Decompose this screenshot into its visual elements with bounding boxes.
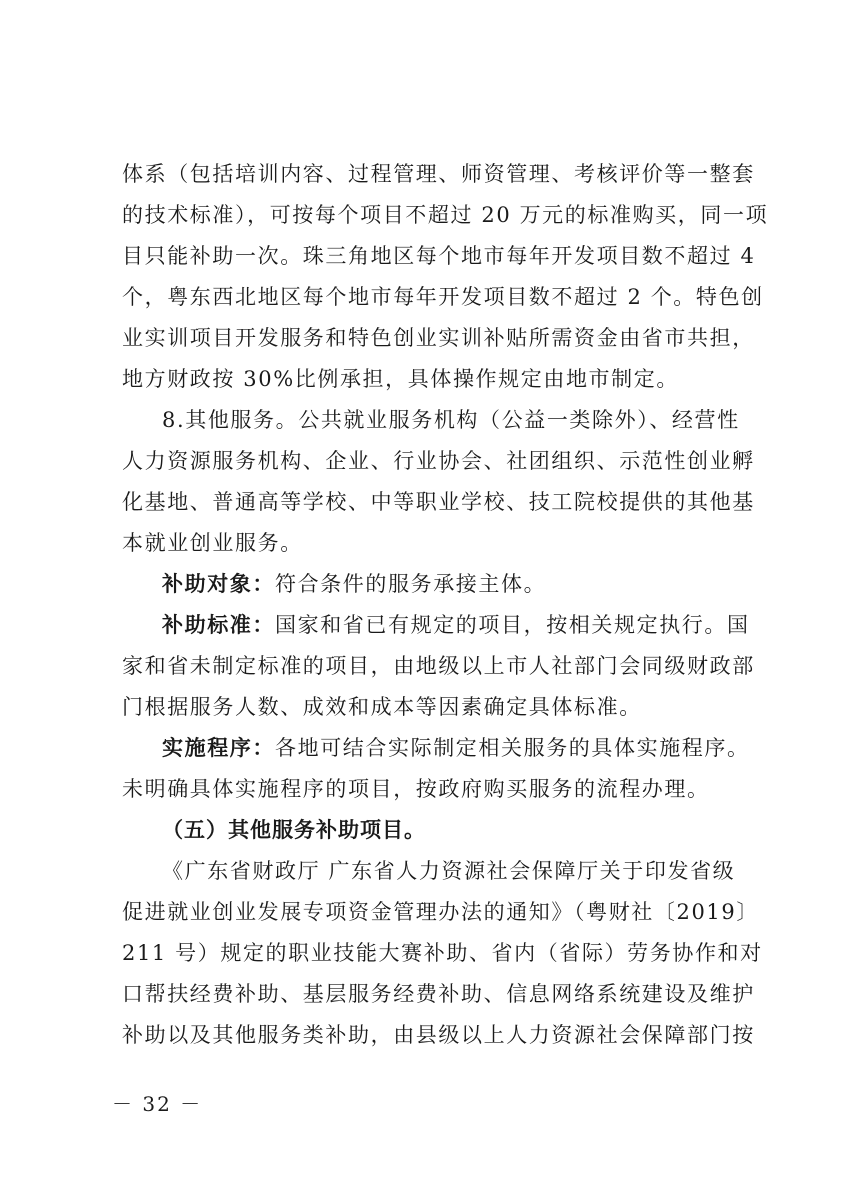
subsidy-target-text: 符合条件的服务承接主体。 [275, 572, 547, 596]
paragraph-other-services-line-4: 本就业创业服务。 [122, 531, 303, 555]
page-number: － 32 － [112, 1092, 203, 1116]
subsidy-standard-line-2: 家和省未制定标准的项目，由地级以上市人社部门会同级财政部 [122, 654, 755, 678]
body-line-5: 业实训项目开发服务和特色创业实训补贴所需资金由省市共担， [122, 326, 755, 350]
notice-paragraph-line-1: 《广东省财政厅 广东省人力资源社会保障厅关于印发省级 [162, 859, 736, 883]
subsidy-standard-label: 补助标准： [162, 612, 275, 637]
body-line-4: 个，粤东西北地区每个地市每年开发项目数不超过 2 个。特色创 [122, 285, 764, 309]
body-line-2: 的技术标准），可按每个项目不超过 20 万元的标准购买，同一项 [122, 203, 769, 227]
notice-paragraph-line-4: 口帮扶经费补助、基层服务经费补助、信息网络系统建设及维护 [122, 982, 755, 1006]
section-heading-other-subsidies: （五）其他服务补助项目。 [162, 817, 426, 842]
notice-paragraph-line-5: 补助以及其他服务类补助，由县级以上人力资源社会保障部门按 [122, 1023, 755, 1047]
paragraph-other-services-line-3: 化基地、普通高等学校、中等职业学校、技工院校提供的其他基 [122, 490, 755, 514]
paragraph-other-services-line-2: 人力资源服务机构、企业、行业协会、社团组织、示范性创业孵 [122, 449, 755, 473]
implementation-label: 实施程序： [162, 735, 275, 760]
subsidy-target-paragraph [162, 570, 732, 598]
subsidy-standard-paragraph [162, 611, 750, 639]
subsidy-standard-line-3: 门根据服务人数、成效和成本等因素确定具体标准。 [122, 695, 642, 719]
body-line-6: 地方财政按 30%比例承担，具体操作规定由地市制定。 [122, 367, 679, 391]
implementation-text: 各地可结合实际制定相关服务的具体实施程序。 [275, 736, 750, 760]
notice-paragraph-line-3: 211 号）规定的职业技能大赛补助、省内（省际）劳务协作和对 [122, 941, 763, 965]
subsidy-target-label: 补助对象： [162, 571, 275, 596]
notice-paragraph-line-2: 促进就业创业发展专项资金管理办法的通知》（粤财社〔2019〕 [122, 900, 759, 924]
body-line-1: 体系（包括培训内容、过程管理、师资管理、考核评价等一整套 [122, 162, 755, 186]
body-line-3: 目只能补助一次。珠三角地区每个地市每年开发项目数不超过 4 [122, 244, 756, 268]
implementation-line-2: 未明确具体实施程序的项目，按政府购买服务的流程办理。 [122, 777, 710, 801]
implementation-paragraph [162, 734, 750, 762]
paragraph-other-services-line-1: 8.其他服务。公共就业服务机构（公益一类除外）、经营性 [162, 408, 740, 432]
subsidy-standard-text: 国家和省已有规定的项目，按相关规定执行。国 [275, 613, 750, 637]
